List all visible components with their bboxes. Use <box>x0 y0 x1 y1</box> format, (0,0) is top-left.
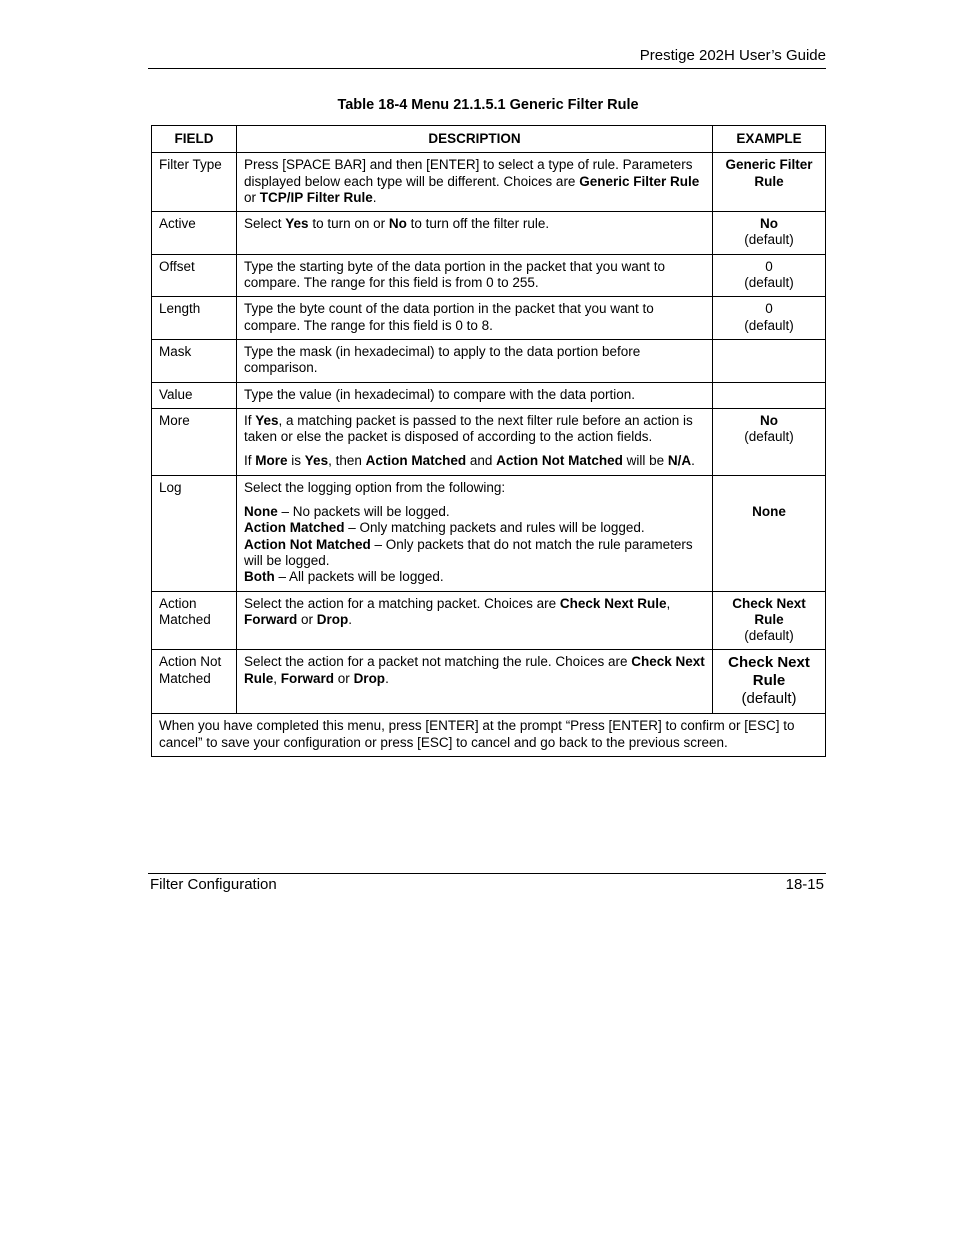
description-paragraph <box>244 259 705 292</box>
text-run: Select the action for a packet not matching the rule. Choices are <box>244 654 632 670</box>
field-cell: Mask <box>152 339 237 382</box>
text-run: . <box>691 453 695 469</box>
header-field: FIELD <box>152 126 237 153</box>
field-cell: Action Not Matched <box>152 650 237 714</box>
generic-filter-rule-table <box>151 125 826 757</box>
example-cell <box>713 475 826 591</box>
text-run: or <box>334 670 354 686</box>
field-cell: Active <box>152 212 237 255</box>
text-run: , a matching packet is passed to the next filter rule before an action is taken or else the packet is disposed of according to the action fields. <box>244 412 693 445</box>
table-row <box>152 212 826 255</box>
example-cell <box>713 408 826 475</box>
bold-term: More <box>255 453 288 469</box>
text-run: will be <box>622 453 668 469</box>
field-cell: Log <box>152 475 237 591</box>
bold-term: Yes <box>285 216 309 232</box>
field-cell: Value <box>152 382 237 408</box>
example-cell <box>713 254 826 297</box>
bold-term: N/A <box>667 453 692 469</box>
text-run: , then <box>328 453 366 469</box>
text-run: Type the mask (in hexadecimal) to apply to the data portion before comparison. <box>244 343 641 376</box>
example-value: None <box>752 503 786 519</box>
page-footer <box>148 873 826 893</box>
text-run: – No packets will be logged. <box>277 504 450 520</box>
page-header <box>148 46 826 69</box>
bold-term: Yes <box>304 453 329 469</box>
text-run: , <box>666 595 671 611</box>
text-run: is <box>287 453 305 469</box>
example-value: No <box>760 412 778 428</box>
bold-term: Yes <box>255 412 279 428</box>
text-run: Type the starting byte of the data portion in the packet that you want to compare. The range for this field is from 0 to 255. <box>244 258 666 291</box>
table-row <box>152 153 826 212</box>
description-cell <box>237 591 713 650</box>
text-run: Select <box>244 216 286 232</box>
description-cell <box>237 153 713 212</box>
example-cell <box>713 591 826 650</box>
text-run: Select the logging option from the following: <box>244 479 506 495</box>
bold-term: TCP/IP Filter Rule <box>259 189 373 205</box>
example-value: Check Next Rule <box>732 595 806 627</box>
field-cell: Action Matched <box>152 591 237 650</box>
text-run: , <box>273 670 281 686</box>
description-cell <box>237 212 713 255</box>
text-run: – Only packets that do not match the rule parameters will be logged. <box>244 536 693 568</box>
bold-term: Generic Filter Rule <box>579 173 700 189</box>
example-note: (default) <box>741 690 797 708</box>
table-row <box>152 650 826 714</box>
table-row <box>152 591 826 650</box>
table-row <box>152 382 826 408</box>
bold-term: Drop <box>353 670 386 686</box>
table-body <box>152 153 826 714</box>
description-paragraph <box>244 387 705 403</box>
example-note: (default) <box>744 429 794 445</box>
bold-term: Drop <box>316 611 349 627</box>
description-paragraph <box>244 596 705 629</box>
field-cell: Offset <box>152 254 237 297</box>
example-value: Generic Filter Rule <box>725 157 813 189</box>
example-note: (default) <box>744 275 794 291</box>
description-paragraph <box>244 301 705 334</box>
bold-term: Action Not Matched <box>244 536 371 552</box>
bold-term: Forward <box>244 611 298 627</box>
table-footer-note: When you have completed this menu, press [ENTER] at the prompt “Press [ENTER] to confirm or [ESC] to cancel” to save your configuration or press [ESC] to cancel and go back to the previous screen. <box>152 714 826 757</box>
description-cell <box>237 408 713 475</box>
description-paragraph <box>244 453 705 469</box>
table-row <box>152 339 826 382</box>
field-cell: More <box>152 408 237 475</box>
chapter-name: Filter Configuration <box>150 876 277 893</box>
example-note: (default) <box>744 232 794 248</box>
header-description: DESCRIPTION <box>237 126 713 153</box>
text-run: . <box>348 611 353 627</box>
text-run: Press [SPACE BAR] and then [ENTER] to select a type of rule. Parameters displayed below each type will be different. Choices are <box>244 157 693 189</box>
description-paragraph <box>244 654 705 687</box>
example-value: No <box>760 216 778 232</box>
example-cell <box>713 382 826 408</box>
text-run: If <box>244 412 256 428</box>
text-run: or <box>244 189 260 205</box>
description-cell <box>237 339 713 382</box>
bold-term: Forward <box>280 670 335 686</box>
description-paragraph <box>244 216 705 232</box>
example-cell <box>713 297 826 340</box>
example-value: Check Next Rule <box>728 654 810 690</box>
table-row <box>152 408 826 475</box>
text-run: Select the action for a matching packet. Choices are <box>244 595 560 611</box>
text-run: – All packets will be logged. <box>274 569 444 585</box>
text-run: . <box>385 670 389 686</box>
description-cell <box>237 297 713 340</box>
table-header-row <box>152 126 826 153</box>
description-cell <box>237 650 713 714</box>
example-cell <box>713 650 826 714</box>
bold-term: Action Matched <box>244 520 345 536</box>
header-example: EXAMPLE <box>713 126 826 153</box>
description-cell <box>237 475 713 591</box>
field-cell: Filter Type <box>152 153 237 212</box>
bold-term: No <box>388 216 407 232</box>
bold-term: Check Next Rule <box>559 595 667 611</box>
description-paragraph <box>244 504 705 585</box>
text-run: – Only matching packets and rules will be logged. <box>344 520 645 536</box>
bold-term: None <box>244 504 278 520</box>
bold-term: Action Not Matched <box>496 453 623 469</box>
example-cell <box>713 153 826 212</box>
table-row <box>152 297 826 340</box>
text-run: Type the byte count of the data portion in the packet that you want to compare. The range for this field is 0 to 8. <box>244 301 654 333</box>
example-note: 0 <box>765 301 773 317</box>
text-run: . <box>372 189 377 205</box>
description-paragraph <box>244 413 705 446</box>
guide-title: Prestige 202H User’s Guide <box>639 47 826 64</box>
example-note: (default) <box>744 628 794 644</box>
description-cell <box>237 254 713 297</box>
description-paragraph <box>244 344 705 377</box>
example-cell <box>713 212 826 255</box>
text-run: and <box>466 453 497 469</box>
table-row <box>152 254 826 297</box>
description-cell <box>237 382 713 408</box>
bold-term: Check Next Rule <box>244 654 705 686</box>
field-cell: Length <box>152 297 237 340</box>
bold-term: Both <box>244 569 275 585</box>
text-run: If <box>244 453 256 469</box>
table-footer-row <box>152 714 826 757</box>
text-run: to turn on or <box>308 216 389 232</box>
example-note: 0 <box>765 258 773 274</box>
example-cell <box>713 339 826 382</box>
text-run: to turn off the filter rule. <box>406 216 550 232</box>
page-number: 18-15 <box>785 876 824 893</box>
description-paragraph <box>244 157 705 206</box>
description-paragraph <box>244 480 705 496</box>
text-run: or <box>297 611 317 627</box>
example-note: (default) <box>744 317 794 333</box>
table-caption: Table 18-4 Menu 21.1.5.1 Generic Filter Rule <box>337 97 639 113</box>
table-row <box>152 475 826 591</box>
bold-term: Action Matched <box>365 453 467 469</box>
text-run: Type the value (in hexadecimal) to compare with the data portion. <box>244 386 635 402</box>
